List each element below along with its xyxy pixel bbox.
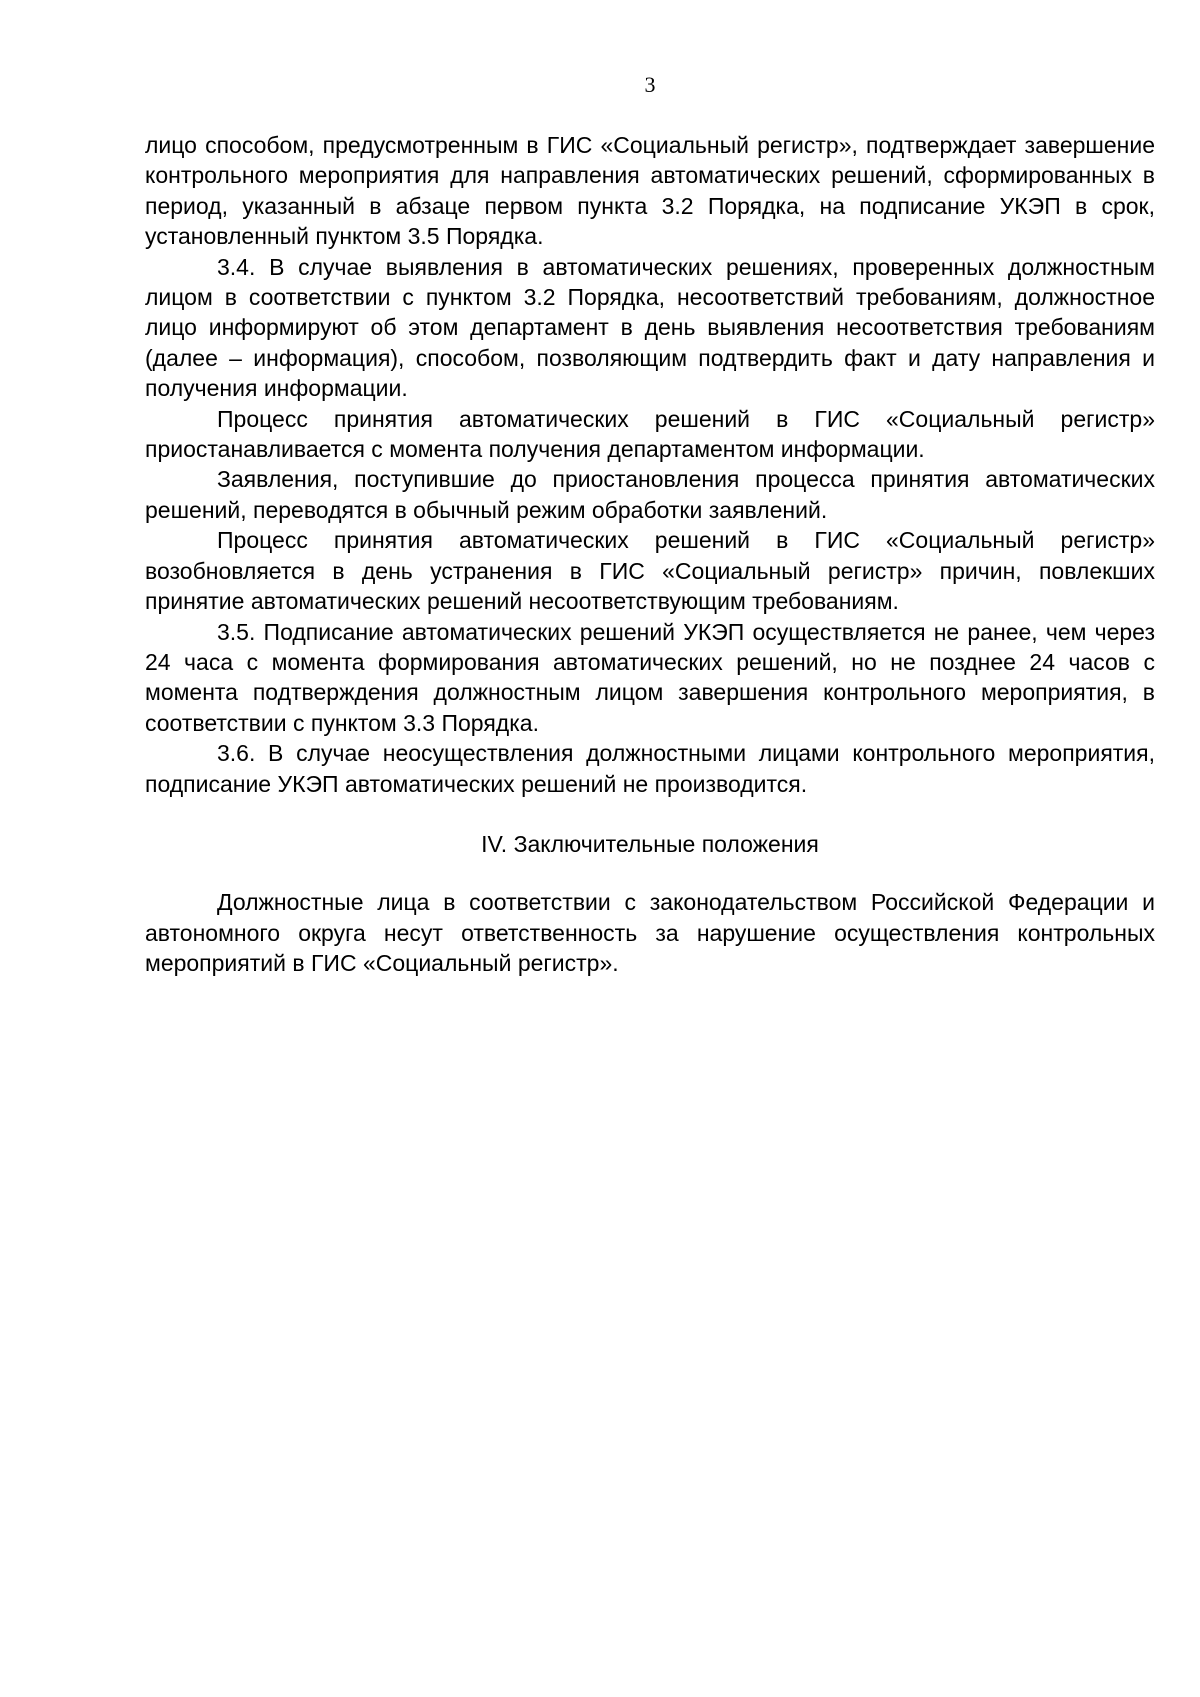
document-body (145, 130, 1155, 979)
paragraph-item-3-4: 3.4. В случае выявления в автоматических решениях, проверенных должностным лицом в соответствии с пунктом 3.2 Порядка, несоответствий требованиям, должностное лицо информируют об этом департамент в день выявления несоответствия требованиям (далее – информация), способом, позволяющим подтвердить факт и дату направления и получения информации. (145, 253, 1155, 402)
paragraph-suspension: Процесс принятия автоматических решений в ГИС «Социальный регистр» приостанавливается с момента получения департаментом информации. (145, 405, 1155, 463)
paragraph-final-provisions: Должностные лица в соответствии с законодательством Российской Федерации и автономного округа несут ответственность за нарушение осуществления контрольных мероприятий в ГИС «Социальный регистр». (145, 889, 1155, 977)
paragraph-resumption: Процесс принятия автоматических решений в ГИС «Социальный регистр» возобновляется в день устранения в ГИС «Социальный регистр» причин, повлекших принятие автоматических решений несоответствующим требованиям. (145, 527, 1155, 615)
paragraph-continuation: лицо способом, предусмотренным в ГИС «Социальный регистр», подтверждает завершение контрольного мероприятия для направления автоматических решений, сформированных в период, указанный в абзаце первом пункта 3.2 Порядка, на подписание УКЭП в срок, установленный пунктом 3.5 Порядка. (145, 132, 1155, 250)
paragraph-item-3-6: 3.6. В случае неосуществления должностными лицами контрольного мероприятия, подписание УКЭП автоматических решений не производится. (145, 740, 1155, 797)
paragraph-applications: Заявления, поступившие до приостановления процесса принятия автоматических решений, переводятся в обычный режим обработки заявлений. (145, 466, 1155, 523)
section-heading: IV. Заключительные положения (481, 830, 819, 857)
paragraph-item-3-5: 3.5. Подписание автоматических решений УКЭП осуществляется не ранее, чем через 24 часа с момента формирования автоматических решений, но не позднее 24 часов с момента подтверждения должностным лицом завершения контрольного мероприятия, в соответствии с пунктом 3.3 Порядка. (145, 618, 1155, 736)
page-number: 3 (644, 72, 656, 97)
